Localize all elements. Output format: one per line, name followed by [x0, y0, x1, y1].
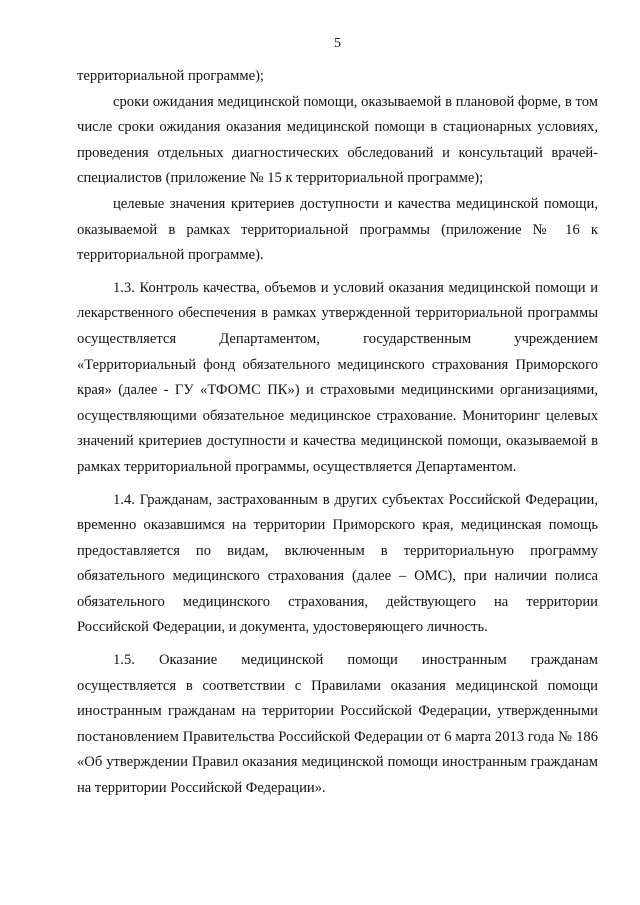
page-number: 5	[334, 36, 341, 51]
paragraph-section-1-3: 1.3. Контроль качества, объемов и условий оказания медицинской помощи и лекарственного обеспечения в рамках утвержденной территориальной программы осуществляется Департаментом, государственным учреждением «Территориальный фонд обязательного медицинского страхования Приморского края» (далее - ГУ «ТФОМС ПК») и страховыми медицинскими организациями, осуществляющими обязательное медицинское страхование. Мониторинг целевых значений критериев доступности и качества медицинской помощи, оказываемой в рамках территориальной программы, осуществляется Департаментом.	[77, 279, 598, 475]
paragraph-continuation: территориальной программе);	[77, 68, 264, 84]
paragraph-waiting-times: сроки ожидания медицинской помощи, оказываемой в плановой форме, в том числе сроки ожидания оказания медицинской помощи в стационарных условиях, проведения отдельных диагностических обследований и консультаций врачей-специалистов (приложение № 15 к территориальной программе);	[77, 93, 598, 187]
paragraph-section-1-5: 1.5. Оказание медицинской помощи иностранным гражданам осуществляется в соответствии с Правилами оказания медицинской помощи иностранным гражданам на территории Российской Федерации, утвержденными постановлением Правительства Российской Федерации от 6 марта 2013 года № 186 «Об утверждении Правил оказания медицинской помощи иностранным гражданам на территории Российской Федерации».	[77, 652, 598, 797]
paragraph-section-1-4: 1.4. Гражданам, застрахованным в других субъектах Российской Федерации, временно оказавшимся на территории Приморского края, медицинская помощь предоставляется по видам, включенным в территориальную программу обязательного медицинского страхования (далее – ОМС), при наличии полиса обязательного медицинского страхования, действующего на территории Российской Федерации, и документа, удостоверяющего личность.	[77, 491, 598, 636]
paragraph-target-values: целевые значения критериев доступности и качества медицинской помощи, оказываемой в рамках территориальной программы (приложение № 16 к территориальной программе).	[77, 195, 598, 264]
